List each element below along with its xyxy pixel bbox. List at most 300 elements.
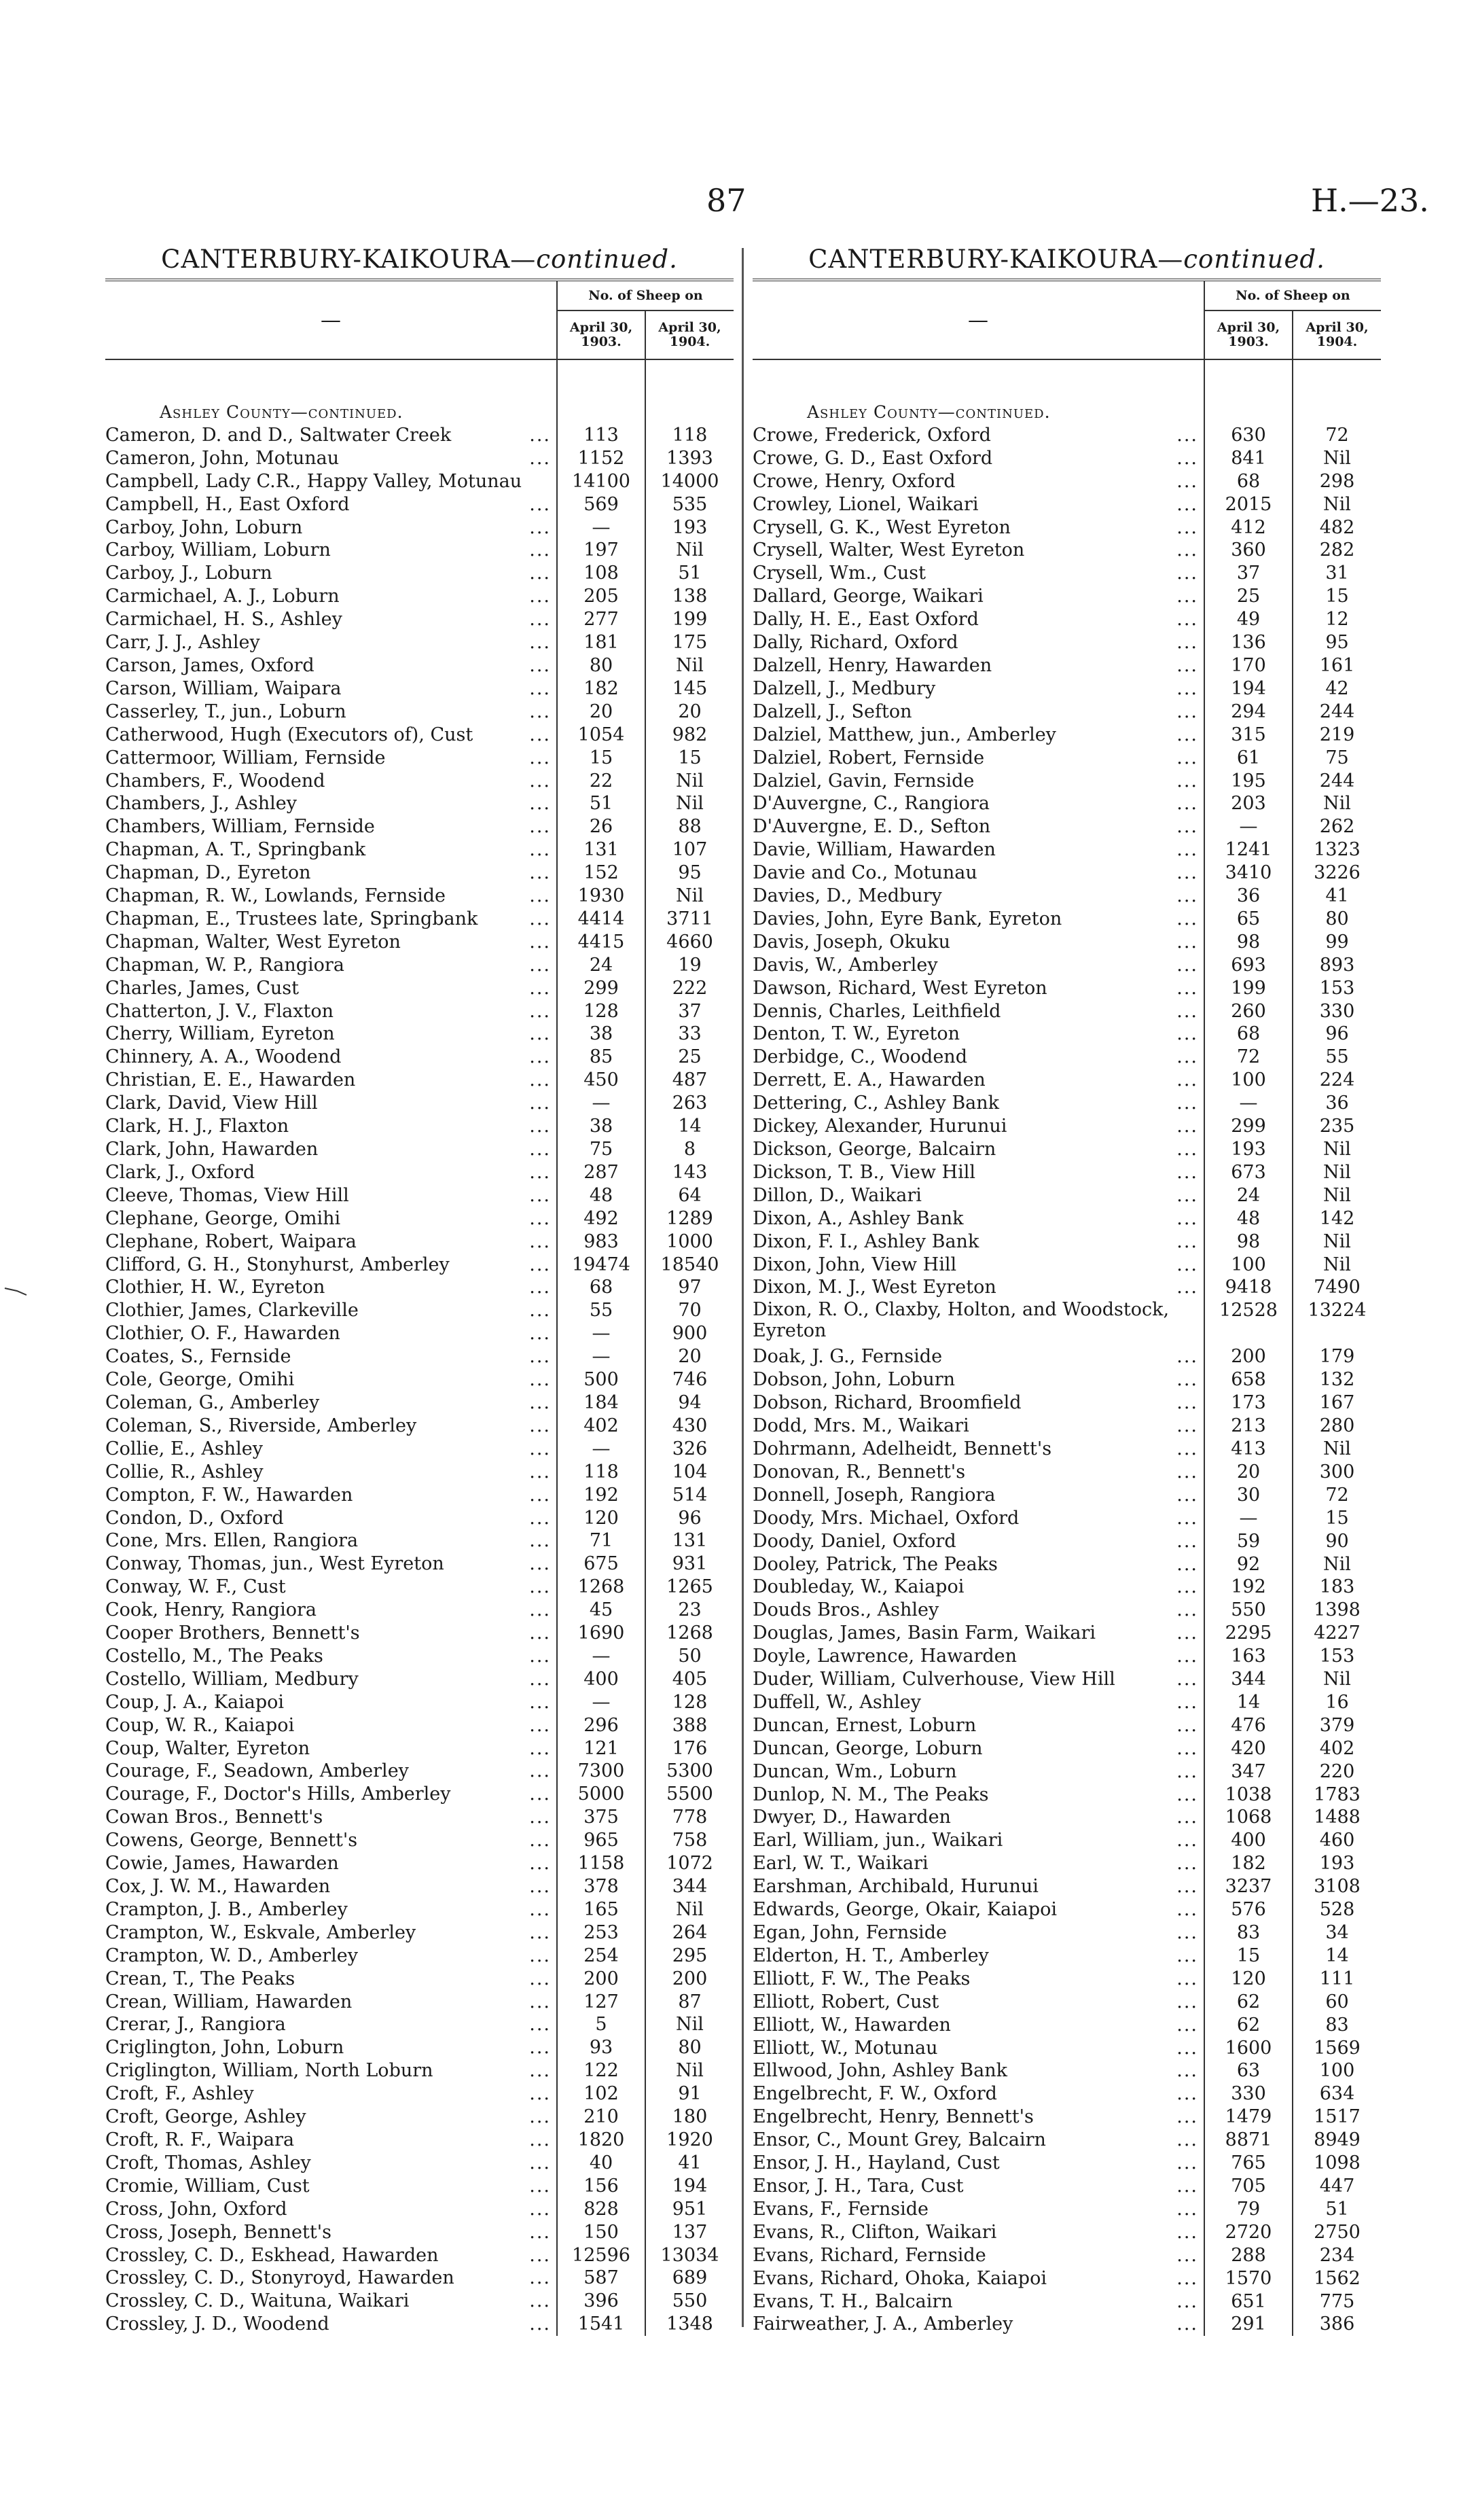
leader-dots: ... [1176,1530,1198,1552]
sheep-1903: 49 [1204,608,1293,631]
owner-name: Egan, John, Fernside ... [753,1922,1198,1943]
table-row [105,1207,734,1230]
margin-tick-mark [3,1285,28,1298]
leader-dots: ... [1176,1760,1198,1782]
leader-dots: ... [1176,1046,1198,1068]
table-row [753,1898,1381,1921]
sheep-1904: Nil [645,770,734,793]
sheep-1904: 12 [1293,608,1381,631]
sheep-1903: 1152 [557,447,645,470]
sheep-1904: 3711 [645,908,734,931]
leader-dots: ... [1176,2175,1198,2197]
owner-name: Dettering, C., Ashley Bank ... [753,1093,1198,1114]
sheep-1904: 893 [1293,954,1381,977]
name-header: — [105,280,557,359]
leader-dots: ... [529,2129,551,2150]
sheep-1903: 2720 [1204,2221,1293,2244]
sheep-1904: 41 [1293,885,1381,908]
owner-name: Ellwood, John, Ashley Bank ... [753,2060,1198,2082]
table-row [105,1461,734,1484]
sheep-1904: 64 [645,1184,734,1207]
table-row [753,954,1381,977]
sheep-1904: 244 [1293,700,1381,724]
owner-name: Cleeve, Thomas, View Hill ... [105,1184,551,1206]
sheep-1904: 1562 [1293,2267,1381,2290]
sheep-1904: 104 [645,1461,734,1484]
table-row [105,2129,734,2152]
sheep-1904: 14000 [645,470,734,493]
leader-dots: ... [529,2083,551,2105]
owner-name: Dally, H. E., East Oxford ... [753,609,1198,631]
owner-name: Carmichael, A. J., Loburn ... [105,586,551,607]
leader-dots: ... [529,2037,551,2059]
sheep-1903: — [557,1322,645,1345]
sheep-1903: 108 [557,562,645,585]
sheep-1904: 83 [1293,2014,1381,2037]
sheep-1904: 19 [645,954,734,977]
sheep-1904: 80 [645,2036,734,2059]
leader-dots: ... [1176,2313,1198,2335]
table-row [753,1829,1381,1852]
sheep-1903: — [557,1345,645,1368]
owner-name: Evans, R., Clifton, Waikari ... [753,2221,1198,2243]
table-row [753,1553,1381,1576]
owner-name: Dickson, George, Balcairn ... [753,1139,1198,1160]
sheep-1904: Nil [645,2013,734,2036]
leader-dots: ... [529,539,551,561]
sheep-1904: 167 [1293,1391,1381,1415]
sheep-1904: 344 [645,1875,734,1898]
sheep-1903: 9418 [1204,1276,1293,1299]
sheep-1903: — [557,1438,645,1461]
owner-name: Collie, R., Ashley ... [105,1461,551,1483]
leader-dots: ... [529,1622,551,1644]
leader-dots: ... [529,1023,551,1045]
sheep-1903: 68 [557,1276,645,1299]
leader-dots: ... [529,1254,551,1275]
owner-name: Evans, T. H., Balcairn ... [753,2290,1198,2312]
leader-dots: ... [1176,816,1198,838]
owner-name: Dalzell, J., Sefton ... [753,700,1198,722]
owner-name: Clark, John, Hawarden ... [105,1139,551,1160]
sheep-1904: 50 [645,1645,734,1668]
sheep-1904: 193 [645,516,734,539]
owner-name: Dalzell, Henry, Hawarden ... [753,654,1198,676]
sheep-1903: 253 [557,1921,645,1945]
table-row [105,1691,734,1714]
owner-name: Crossley, C. D., Eskhead, Hawarden ... [105,2244,551,2266]
table-row [105,1898,734,1921]
sheep-1903: 122 [557,2059,645,2082]
sheep-1903: 296 [557,1714,645,1737]
table-row [753,1576,1381,1599]
owner-name: Dickey, Alexander, Hurunui ... [753,1116,1198,1137]
sheep-1903: 673 [1204,1161,1293,1184]
owner-name: Dillon, D., Waikari ... [753,1184,1198,1206]
sheep-1903: 347 [1204,1760,1293,1783]
sheep-1903: 71 [557,1529,645,1552]
sheep-1904: 3226 [1293,862,1381,885]
sheep-1904: 746 [645,1368,734,1391]
column-divider [742,248,744,2327]
sheep-1904: 262 [1293,815,1381,838]
table-row [105,1115,734,1138]
sheep-1904: 460 [1293,1829,1381,1852]
leader-dots: ... [1176,1000,1198,1022]
owner-name: Evans, F., Fernside ... [753,2198,1198,2220]
owner-name: Chinnery, A. A., Woodend ... [105,1046,551,1068]
table-row [105,838,734,862]
sheep-1904: 689 [645,2267,734,2290]
table-row [753,1760,1381,1783]
owner-name: Croft, R. F., Waipara ... [105,2129,551,2150]
owner-name: Dodd, Mrs. M., Waikari ... [753,1415,1198,1437]
owner-name: Duder, William, Culverhouse, View Hill ... [753,1669,1198,1690]
sheep-1903: 150 [557,2221,645,2244]
leader-dots: ... [1176,609,1198,631]
leader-dots: ... [1176,1691,1198,1713]
table-row [105,1046,734,1069]
sheep-1904: 153 [1293,1645,1381,1668]
table-row [753,1299,1381,1345]
sheep-1903: 22 [557,770,645,793]
table-row [753,1368,1381,1391]
owner-name: Clark, J., Oxford ... [105,1161,551,1183]
leader-dots: ... [1176,1207,1198,1229]
leader-dots: ... [529,2198,551,2220]
sheep-1904: 72 [1293,424,1381,447]
sheep-1904: 1072 [645,1852,734,1875]
sheep-1903: 200 [1204,1345,1293,1368]
leader-dots: ... [1176,2060,1198,2082]
owner-name: Doak, J. G., Fernside ... [753,1346,1198,1368]
leader-dots: ... [529,1391,551,1413]
leader-dots: ... [1176,1277,1198,1298]
sheep-1904: 1783 [1293,1783,1381,1807]
leader-dots: ... [529,1069,551,1091]
sheep-1904: 264 [645,1921,734,1945]
owner-name: Dixon, F. I., Ashley Bank ... [753,1230,1198,1252]
sheep-1904: 70 [645,1299,734,1322]
owner-name: Crowe, G. D., East Oxford ... [753,447,1198,469]
sheep-1904: 778 [645,1806,734,1829]
leader-dots: ... [529,1323,551,1345]
table-row [753,1530,1381,1553]
sheep-1903: 375 [557,1806,645,1829]
owner-name: Chapman, E., Trustees late, Springbank ... [105,908,551,929]
sheep-1903: 396 [557,2290,645,2313]
table-row [105,1552,734,1576]
sheep-1904: 244 [1293,770,1381,793]
owner-name: Costello, M., The Peaks ... [105,1645,551,1667]
owner-name: Costello, William, Medbury ... [105,1668,551,1690]
sheep-1904: 280 [1293,1415,1381,1438]
leader-dots: ... [1176,1184,1198,1206]
sheep-1904: 1393 [645,447,734,470]
owner-name: Cross, Joseph, Bennett's ... [105,2221,551,2243]
table-row [753,815,1381,838]
leader-dots: ... [1176,2152,1198,2174]
table-row [753,1945,1381,1968]
sheep-1903: 402 [557,1415,645,1438]
table-row [105,493,734,516]
owner-name: Clifford, G. H., Stonyhurst, Amberley ... [105,1254,551,1275]
sheep-1904: 87 [645,1991,734,2014]
owner-name: Carson, William, Waipara ... [105,677,551,699]
owner-name: Doubleday, W., Kaiapoi ... [753,1576,1198,1598]
leader-dots: ... [529,1484,551,1506]
sheep-1903: 24 [557,954,645,977]
sheep-1904: 222 [645,977,734,1000]
owner-name: Engelbrecht, F. W., Oxford ... [753,2083,1198,2105]
sheep-1903: 173 [1204,1391,1293,1415]
leader-dots: ... [1176,1069,1198,1091]
leader-dots: ... [529,677,551,699]
sheep-1904: 41 [645,2152,734,2175]
leader-dots: ... [529,1230,551,1252]
owner-name: Crysell, G. K., West Eyreton ... [753,516,1198,538]
owner-name: Elliott, F. W., The Peaks ... [753,1968,1198,1989]
owner-name: Chapman, R. W., Lowlands, Fernside ... [105,885,551,907]
table-row [753,470,1381,493]
owner-name: Duncan, Wm., Loburn ... [753,1760,1198,1782]
table-row [105,1415,734,1438]
leader-dots: ... [1176,2290,1198,2312]
table-row [753,2267,1381,2290]
owner-name: Clark, H. J., Flaxton ... [105,1116,551,1137]
table-row [753,1000,1381,1023]
leader-dots: ... [529,2014,551,2036]
sheep-1904: 5500 [645,1783,734,1806]
sheep-1904: 23 [645,1599,734,1622]
leader-dots: ... [1176,1116,1198,1137]
owner-name: Dixon, John, View Hill ... [753,1254,1198,1275]
owner-name: Evans, Richard, Ohoka, Kaiapoi ... [753,2267,1198,2289]
left-column-title: CANTERBURY-KAIKOURA—continued. [161,245,678,274]
sheep-1903: 93 [557,2036,645,2059]
owner-name: Cook, Henry, Rangiora ... [105,1599,551,1621]
sheep-1903: 100 [1204,1069,1293,1092]
sheep-1903: 127 [557,1991,645,2014]
sheep-1903: 24 [1204,1184,1293,1207]
owner-name: Crysell, Wm., Cust ... [753,563,1198,584]
table-row [753,2221,1381,2244]
sheep-1904: 1289 [645,1207,734,1230]
sheep-1903: 192 [557,1484,645,1507]
sheep-1903: 1268 [557,1576,645,1599]
table-row [753,1138,1381,1161]
sheep-1903: 199 [1204,977,1293,1000]
leader-dots: ... [529,816,551,838]
table-row [105,1968,734,1991]
sheep-1904: Nil [1293,447,1381,470]
leader-dots: ... [1176,1553,1198,1575]
owner-name: Duncan, George, Loburn ... [753,1737,1198,1759]
table-row [753,1046,1381,1069]
sheep-1903: 630 [1204,424,1293,447]
sheep-1903: 45 [557,1599,645,1622]
table-row [105,954,734,977]
sheep-1904: 330 [1293,1000,1381,1023]
table-row [753,2198,1381,2221]
sheep-1903: 19474 [557,1254,645,1277]
table-row [753,1069,1381,1092]
owner-name: Dixon, M. J., West Eyreton ... [753,1277,1198,1298]
leader-dots: ... [529,1300,551,1321]
leader-dots: ... [1176,1254,1198,1275]
sheep-1903: — [557,516,645,539]
owner-name: D'Auvergne, E. D., Sefton ... [753,816,1198,838]
sheep-1904: 143 [645,1161,734,1184]
sheep-1904: 179 [1293,1345,1381,1368]
sheep-1904: 3108 [1293,1875,1381,1898]
owner-name: Dobson, John, Loburn ... [753,1369,1198,1391]
sheep-1904: 118 [645,424,734,447]
table-row [753,1115,1381,1138]
sheep-1904: 219 [1293,724,1381,747]
sheep-1903: 156 [557,2175,645,2198]
sheep-1904: 15 [645,747,734,770]
sheep-1904: 8 [645,1138,734,1161]
leader-dots: ... [529,2060,551,2082]
sheep-1903: 61 [1204,747,1293,770]
owner-name: Carr, J. J., Ashley ... [105,632,551,654]
owner-name: Compton, F. W., Hawarden ... [105,1484,551,1506]
table-row [753,1852,1381,1875]
table-row [753,516,1381,539]
owner-name: Douds Bros., Ashley ... [753,1599,1198,1621]
leader-dots: ... [529,2313,551,2335]
sheep-1903: 98 [1204,931,1293,954]
sheep-1903: 182 [557,677,645,700]
sheep-1904: 51 [1293,2198,1381,2221]
leader-dots: ... [1176,1646,1198,1667]
sheep-1904: 95 [645,862,734,885]
sheep-1903: 412 [1204,516,1293,539]
sheep-1904: 528 [1293,1898,1381,1921]
sheep-1903: 983 [557,1230,645,1254]
leader-dots: ... [529,563,551,584]
owner-name: Elliott, W., Motunau ... [753,2037,1198,2059]
table-row [105,1529,734,1552]
right-sheep-table [753,279,1381,2336]
sheep-1904: 137 [645,2221,734,2244]
owner-name: Dixon, A., Ashley Bank ... [753,1207,1198,1229]
table-row [753,1921,1381,1945]
leader-dots: ... [529,1921,551,1943]
owner-name: Criglington, William, North Loburn ... [105,2060,551,2082]
table-row [753,977,1381,1000]
table-row [105,1507,734,1530]
leader-dots: ... [1176,862,1198,884]
table-row [105,1599,734,1622]
sheep-1903: 841 [1204,447,1293,470]
owner-name: Chambers, F., Woodend ... [105,770,551,792]
sheep-1904: 96 [1293,1023,1381,1046]
table-row [753,838,1381,862]
table-row [105,1138,734,1161]
table-row [105,792,734,815]
table-row [105,1806,734,1829]
owner-name: Cooper Brothers, Bennett's ... [105,1622,551,1644]
sheep-1903: 20 [557,700,645,724]
table-row [753,1461,1381,1484]
sheep-1903: 51 [557,792,645,815]
sheep-1904: 1569 [1293,2037,1381,2060]
owner-name: Coup, J. A., Kaiapoi ... [105,1691,551,1713]
leader-dots: ... [1176,424,1198,446]
sheep-1903: 1038 [1204,1783,1293,1807]
table-row [105,1829,734,1852]
sheep-1904: 535 [645,493,734,516]
leader-dots: ... [529,1760,551,1782]
leader-dots: ... [1176,677,1198,699]
owner-name: Courage, F., Seadown, Amberley ... [105,1760,551,1782]
sheep-1904: 2750 [1293,2221,1381,2244]
owner-name: Evans, Richard, Fernside ... [753,2244,1198,2266]
owner-name: Charles, James, Cust ... [105,977,551,999]
sheep-1904: 100 [1293,2059,1381,2082]
sheep-1904: 96 [645,1507,734,1530]
owner-name: Ensor, J. H., Tara, Cust ... [753,2175,1198,2197]
sheep-1903: — [557,1092,645,1115]
sheep-1903: 1068 [1204,1806,1293,1829]
sheep-1903: 1479 [1204,2106,1293,2129]
sheep-1903: 2295 [1204,1622,1293,1645]
table-row [753,1714,1381,1737]
sheep-1904: 282 [1293,539,1381,562]
name-header: — [753,280,1204,359]
sheep-1904: Nil [645,792,734,815]
table-row [753,1023,1381,1046]
col-1903-header: April 30, 1903. [1204,310,1293,359]
section-heading: Ashley County—continued. [807,402,1051,422]
owner-name: Chambers, William, Fernside ... [105,816,551,838]
sheep-1903: 63 [1204,2059,1293,2082]
leader-dots: ... [529,2152,551,2173]
sheep-1903: 194 [1204,677,1293,700]
owner-name: Condon, D., Oxford ... [105,1507,551,1529]
owner-name: Crean, T., The Peaks ... [105,1968,551,1989]
leader-dots: ... [1176,1161,1198,1183]
owner-name: Dally, Richard, Oxford ... [753,632,1198,654]
owner-name: Dohrmann, Adelheidt, Bennett's ... [753,1438,1198,1459]
table-row [105,1875,734,1898]
owner-name: Cox, J. W. M., Hawarden ... [105,1876,551,1897]
table-row [753,2152,1381,2175]
leader-dots: ... [1176,1139,1198,1160]
sheep-1904: 295 [645,1945,734,1968]
sheep-1904: Nil [1293,1254,1381,1277]
sheep-1904: 775 [1293,2290,1381,2313]
sheep-1904: 75 [1293,747,1381,770]
owner-name: Crowe, Henry, Oxford ... [753,470,1198,492]
table-row [753,1991,1381,2014]
sheep-1903: 693 [1204,954,1293,977]
owner-name: Crean, William, Hawarden ... [105,1991,551,2012]
leader-dots: ... [529,1346,551,1368]
sheep-1903: 5 [557,2013,645,2036]
table-row [753,1691,1381,1714]
table-row [105,908,734,931]
leader-dots: ... [529,1898,551,1920]
sheep-1903: 299 [557,977,645,1000]
owner-name: Cowie, James, Hawarden ... [105,1853,551,1875]
table-row [753,1207,1381,1230]
sheep-1904: 405 [645,1668,734,1691]
sheep-1904: 14 [1293,1945,1381,1968]
leader-dots: ... [1176,1945,1198,1966]
